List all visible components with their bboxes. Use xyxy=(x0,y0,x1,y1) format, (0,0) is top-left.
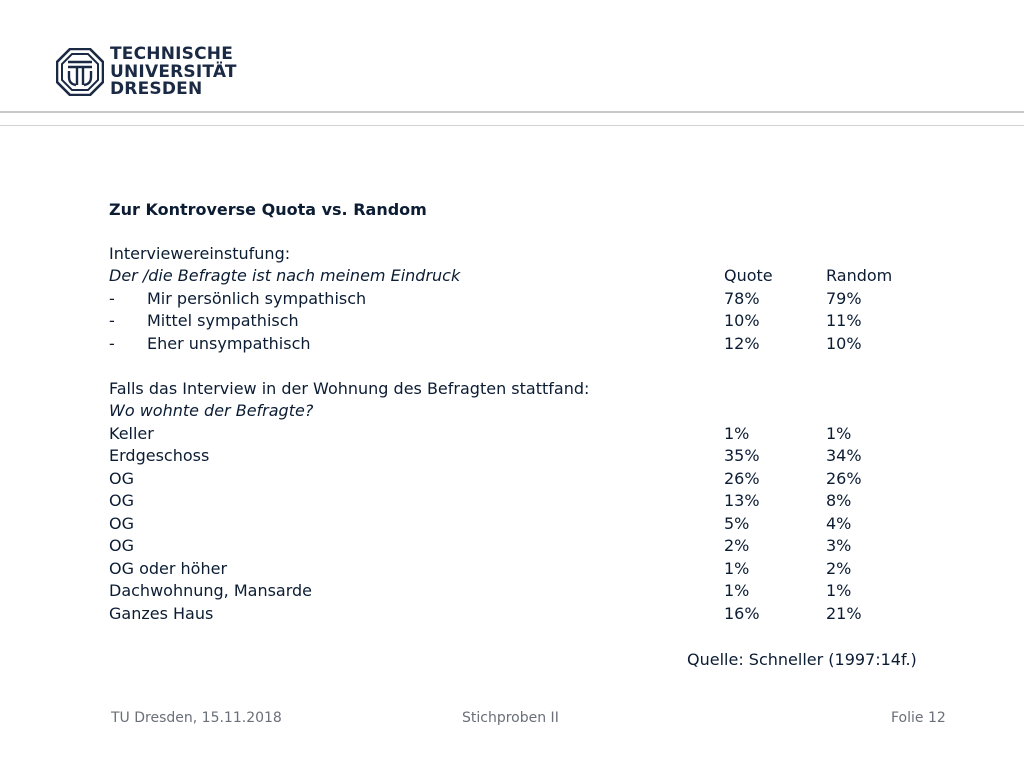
column-header-quota: Quote xyxy=(724,266,773,285)
table-row: OG 5% 4% xyxy=(109,514,852,533)
tu-dresden-logo-icon xyxy=(56,48,104,96)
table-row: - Mir persönlich sympathisch 78% 79% xyxy=(109,289,862,308)
header-divider-secondary xyxy=(0,125,1024,126)
table-row: Dachwohnung, Mansarde 1% 1% xyxy=(109,581,852,600)
table-row: OG 13% 8% xyxy=(109,491,852,510)
footer-slide-number: Folie 12 xyxy=(891,710,946,726)
section1-heading: Interviewereinstufung: xyxy=(109,244,291,263)
table-row: OG 2% 3% xyxy=(109,536,852,555)
header-divider xyxy=(0,111,1024,113)
table-row: OG 26% 26% xyxy=(109,469,862,488)
logo-wordmark xyxy=(110,46,237,99)
section1-header-row xyxy=(109,265,969,287)
table-row: - Eher unsympathisch 12% 10% xyxy=(109,334,862,353)
source-citation: Quelle: Schneller (1997:14f.) xyxy=(687,650,917,669)
footer-date: TU Dresden, 15.11.2018 xyxy=(111,710,282,726)
section2-question: Wo wohnte der Befragte? xyxy=(109,401,314,420)
table-row: Erdgeschoss 35% 34% xyxy=(109,446,862,465)
logo-line-3: DRESDEN xyxy=(110,79,203,99)
logo-line-1: TECHNISCHE xyxy=(110,44,234,64)
table-row: OG oder höher 1% 2% xyxy=(109,559,852,578)
table-row: Ganzes Haus 16% 21% xyxy=(109,604,862,623)
footer-title: Stichproben II xyxy=(462,710,559,726)
section2-heading: Falls das Interview in der Wohnung des Befragten stattfand: xyxy=(109,379,590,398)
table-row: - Mittel sympathisch 10% 11% xyxy=(109,311,862,330)
column-header-random: Random xyxy=(826,266,893,285)
table-row: Keller 1% 1% xyxy=(109,424,852,443)
slide-title: Zur Kontroverse Quota vs. Random xyxy=(109,200,427,219)
header xyxy=(0,0,1024,128)
logo-line-2: UNIVERSITÄT xyxy=(110,61,237,82)
section1-question: Der /die Befragte ist nach meinem Eindruck xyxy=(109,266,461,285)
